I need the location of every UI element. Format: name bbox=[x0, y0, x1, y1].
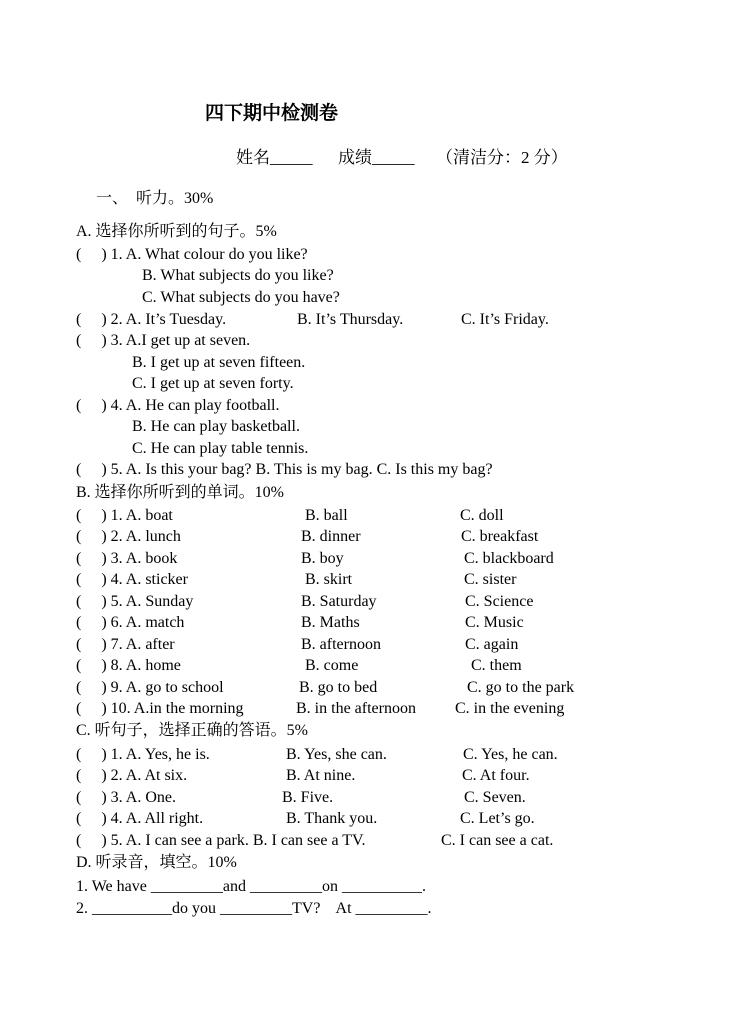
part-b-q5-option-b: B. Saturday bbox=[301, 593, 377, 610]
part-a-heading: A. 选择你所听到的句子。5% bbox=[76, 223, 277, 240]
part-a-q4-option-c: C. He can play table tennis. bbox=[132, 440, 309, 457]
part-a-q4-option-b: B. He can play basketball. bbox=[132, 418, 300, 435]
part-a-q1-option-c: C. What subjects do you have? bbox=[142, 289, 340, 306]
part-a-q2-option-b: B. It’s Thursday. bbox=[297, 311, 404, 328]
part-b-q8-option-a: ( ) 8. A. home bbox=[76, 657, 181, 674]
page-title: 四下期中检测卷 bbox=[205, 103, 339, 124]
part-c-q3-option-c: C. Seven. bbox=[464, 789, 526, 806]
part-b-q10-option-c: C. in the evening bbox=[455, 700, 565, 717]
part-b-q3-option-b: B. boy bbox=[301, 550, 344, 567]
part-b-q4-option-b: B. skirt bbox=[305, 571, 353, 588]
part-a-q1-option-b: B. What subjects do you like? bbox=[142, 267, 334, 284]
part-b-q3-option-c: C. blackboard bbox=[464, 550, 554, 567]
part-c-q3-option-a: ( ) 3. A. One. bbox=[76, 789, 176, 806]
part-a-q3-option-c: C. I get up at seven forty. bbox=[132, 375, 294, 392]
part-d-line-2: 2. __________do you _________TV? At _________. bbox=[76, 900, 432, 917]
part-c-q2-option-c: C. At four. bbox=[462, 767, 530, 784]
cleanliness-score-label: （清洁分：2 分） bbox=[436, 148, 568, 167]
part-b-q1-option-a: ( ) 1. A. boat bbox=[76, 507, 173, 524]
part-b-q8-option-c: C. them bbox=[471, 657, 522, 674]
part-c-q1-option-c: C. Yes, he can. bbox=[463, 746, 558, 763]
part-b-q6-option-b: B. Maths bbox=[301, 614, 360, 631]
part-b-q2-option-a: ( ) 2. A. lunch bbox=[76, 528, 181, 545]
part-b-q8-option-b: B. come bbox=[305, 657, 359, 674]
part-b-heading: B. 选择你所听到的单词。10% bbox=[76, 484, 285, 501]
part-a-question-5: ( ) 5. A. Is this your bag? B. This is my bag. C. Is this my bag? bbox=[76, 461, 493, 478]
part-b-q6-option-a: ( ) 6. A. match bbox=[76, 614, 185, 631]
part-b-q1-option-c: C. doll bbox=[460, 507, 504, 524]
part-a-question-1: ( ) 1. A. What colour do you like? bbox=[76, 246, 308, 263]
part-b-q10-option-b: B. in the afternoon bbox=[296, 700, 416, 717]
part-c-q1-option-a: ( ) 1. A. Yes, he is. bbox=[76, 746, 210, 763]
part-b-q9-option-b: B. go to bed bbox=[299, 679, 378, 696]
part-c-q4-option-c: C. Let’s go. bbox=[460, 810, 535, 827]
part-b-q1-option-b: B. ball bbox=[305, 507, 348, 524]
part-b-q3-option-a: ( ) 3. A. book bbox=[76, 550, 178, 567]
part-c-q5-option-c: C. I can see a cat. bbox=[441, 832, 554, 849]
name-field[interactable]: 姓名_____ bbox=[236, 148, 313, 167]
part-c-q5-option-ab: ( ) 5. A. I can see a park. B. I can see a TV. bbox=[76, 832, 366, 849]
part-b-q9-option-c: C. go to the park bbox=[467, 679, 575, 696]
part-c-heading: C. 听句子，选择正确的答语。5% bbox=[76, 722, 309, 739]
part-b-q2-option-c: C. breakfast bbox=[461, 528, 539, 545]
part-b-q4-option-c: C. sister bbox=[464, 571, 517, 588]
part-a-question-4: ( ) 4. A. He can play football. bbox=[76, 397, 280, 414]
part-d-line-1: 1. We have _________and _________on __________. bbox=[76, 878, 426, 895]
part-b-q4-option-a: ( ) 4. A. sticker bbox=[76, 571, 188, 588]
part-c-q2-option-a: ( ) 2. A. At six. bbox=[76, 767, 188, 784]
part-b-q7-option-b: B. afternoon bbox=[301, 636, 381, 653]
part-c-q4-option-a: ( ) 4. A. All right. bbox=[76, 810, 204, 827]
part-b-q10-option-a: ( ) 10. A.in the morning bbox=[76, 700, 244, 717]
score-field[interactable]: 成绩_____ bbox=[338, 148, 415, 167]
part-a-question-2: ( ) 2. A. It’s Tuesday. bbox=[76, 311, 227, 328]
part-b-q6-option-c: C. Music bbox=[465, 614, 524, 631]
part-b-q7-option-a: ( ) 7. A. after bbox=[76, 636, 175, 653]
part-a-q3-option-b: B. I get up at seven fifteen. bbox=[132, 354, 306, 371]
part-c-q1-option-b: B. Yes, she can. bbox=[286, 746, 387, 763]
part-b-q9-option-a: ( ) 9. A. go to school bbox=[76, 679, 224, 696]
part-a-q2-option-c: C. It’s Friday. bbox=[461, 311, 549, 328]
part-c-q4-option-b: B. Thank you. bbox=[286, 810, 378, 827]
part-d-heading: D. 听录音，填空。10% bbox=[76, 854, 237, 871]
part-b-q5-option-c: C. Science bbox=[465, 593, 534, 610]
section-listening-heading: 一、 听力。30% bbox=[96, 190, 214, 207]
part-b-q7-option-c: C. again bbox=[465, 636, 519, 653]
part-c-q2-option-b: B. At nine. bbox=[286, 767, 356, 784]
part-b-q2-option-b: B. dinner bbox=[301, 528, 361, 545]
part-a-question-3: ( ) 3. A.I get up at seven. bbox=[76, 332, 251, 349]
part-b-q5-option-a: ( ) 5. A. Sunday bbox=[76, 593, 194, 610]
part-c-q3-option-b: B. Five. bbox=[282, 789, 334, 806]
